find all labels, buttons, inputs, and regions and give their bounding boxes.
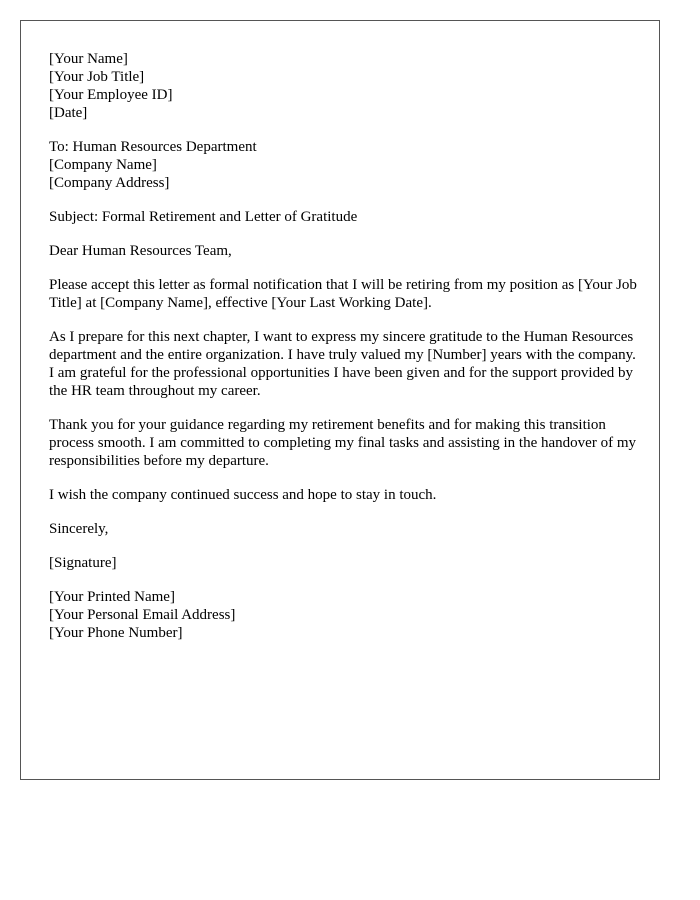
letter-date: [Date] xyxy=(49,105,88,121)
signature: [Signature] xyxy=(49,555,117,571)
body-paragraph-1: Please accept this letter as formal notification that I will be retiring from my position as [Your Job Title] at [Company Name], effective [Your Last Working Date]. xyxy=(49,277,637,311)
body-paragraph-3: Thank you for your guidance regarding my retirement benefits and for making this transition process smooth. I am committed to completing my final tasks and assisting in the handover of my responsibilities before my departure. xyxy=(49,417,636,469)
sender-block xyxy=(49,50,639,122)
recipient-department: To: Human Resources Department xyxy=(49,139,257,155)
letter-page xyxy=(20,20,660,780)
closing: Sincerely, xyxy=(49,521,109,537)
sender-employee-id: [Your Employee ID] xyxy=(49,87,173,103)
letter-content xyxy=(49,50,639,658)
sender-name: [Your Name] xyxy=(49,51,128,67)
recipient-block xyxy=(49,138,639,192)
salutation: Dear Human Resources Team, xyxy=(49,243,232,259)
recipient-company-name: [Company Name] xyxy=(49,157,157,173)
footer-block xyxy=(49,588,639,642)
sender-job-title: [Your Job Title] xyxy=(49,69,145,85)
recipient-company-address: [Company Address] xyxy=(49,175,170,191)
subject-line: Subject: Formal Retirement and Letter of Gratitude xyxy=(49,209,358,225)
body-paragraph-2: As I prepare for this next chapter, I want to express my sincere gratitude to the Human Resources department and the entire organization. I have truly valued my [Number] years with the company. I am grateful for the professional opportunities I have been given and for the support provided by the HR team throughout my career. xyxy=(49,329,636,399)
body-paragraph-4: I wish the company continued success and hope to stay in touch. xyxy=(49,487,437,503)
phone-number: [Your Phone Number] xyxy=(49,625,183,641)
personal-email: [Your Personal Email Address] xyxy=(49,607,236,623)
printed-name: [Your Printed Name] xyxy=(49,589,175,605)
